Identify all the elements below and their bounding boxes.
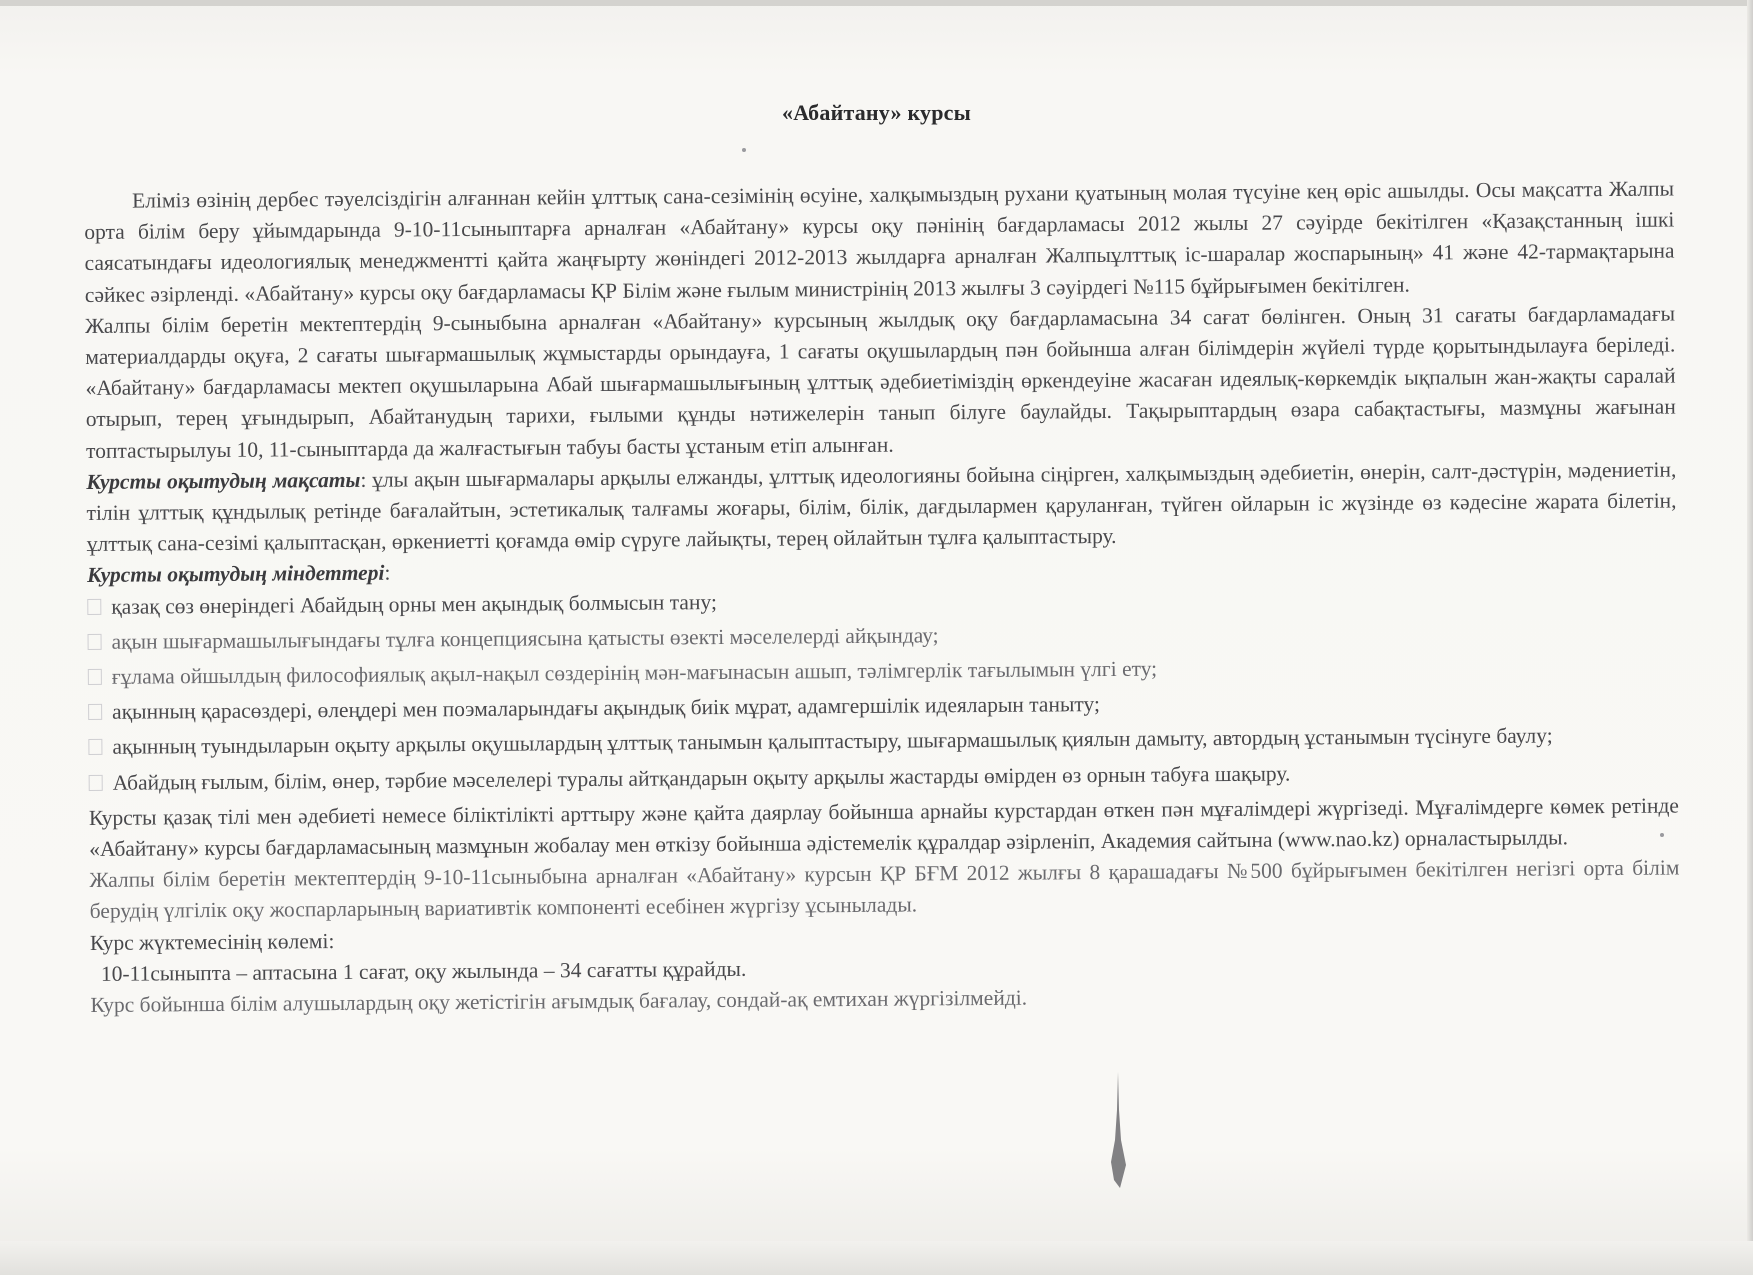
task-text: ақын шығармашылығындағы тұлға концепциясына қатысты өзекті мәселелерді айқындау; — [111, 623, 939, 654]
closing-teachers: Курсты қазақ тілі мен әдебиеті немесе біліктілікті арттыру және қайта даярлау бойынша арнайы курстардан өткен пән мұғалімдері жүргізеді. Мұғалімдерге көмек ретінде «Абайтану» курсы бағдарламасының мазмұнын жобалау мен өткізу бойынша әдістемелік құралдар әзірленіп, Академия сайтына (www.nao.kz) орналастырылды. — [88, 793, 1680, 862]
bullet-box-icon — [88, 739, 102, 755]
bullet-box-icon — [89, 775, 103, 791]
closing-assessment: Курс бойынша білім алушылардың оқу жетістігін ағымдық бағалау, сондай-ақ емтихан жүргізілмейді. — [90, 985, 1028, 1018]
scan-edge-bottom — [0, 1241, 1753, 1275]
scan-speck — [742, 148, 746, 152]
intro-paragraph: Еліміз өзінің дербес тәуелсіздігін алғаннан кейін ұлттық сана-сезімінің өсуіне, халқымыздың рухани қуатының молая түсуіне кең өріс ашылды. Осы мақсатта Жалпы орта білім беру ұйымдарында 9-10-11сыныптарға арналған «Абайтану» курсы оқу пәнінің бағдарламасы 2012 жылы 27 сәуірде бекітілген «Қазақстанның ішкі саясатындағы идеологиялық менеджментті қайта жаңғырту жөніндегі 2012-2013 жылдарға арналған Жалпыұлттық іс-шаралар жоспарының» 41 және 42-тармақтарына сәйкес әзірленді. «Абайтану» курсы оқу бағдарламасы ҚР Білім және ғылым министрінің 2013 жылғы 3 сәуірдегі №115 бұйрығымен бекітілген. — [84, 176, 1675, 307]
bullet-box-icon — [87, 599, 101, 615]
document-body — [84, 174, 1681, 1022]
closing-load-heading: Курс жүктемесінің көлемі: — [89, 928, 335, 955]
task-text: ақынның туындыларын оқыту арқылы оқушылардың ұлттық танымын қалыптастыру, шығармашылық қиялын дамыту, автордың ұстанымын түсінуге баулу; — [112, 723, 1553, 760]
aim-heading: Курсты оқытудың мақсаты — [86, 467, 361, 494]
scan-edge-top — [0, 0, 1753, 6]
document-title: «Абайтану» курсы — [782, 100, 971, 125]
ink-smudge-icon — [1106, 1070, 1130, 1190]
program-paragraph: Жалпы білім беретін мектептердің 9-сыныбына арналған «Абайтану» курсының жылдық оқу бағдарламасына 34 сағат бөлінген. Оның 31 сағаты бағдарламадағы материалдарды оқуға, 2 сағаты шығармашылық жұмыстарды орындауға, 1 сағаты оқушылардың пән бойынша алған білімдерін жүйелі түрде қорытындылауға беріледі. «Абайтану» бағдарламасы мектеп оқушыларына Абай шығармашылығының ұлттық әдебиетіміздің өркендеуіне жасаған идеялық-көркемдік ықпалын жан-жақты саралай отырып, терең ұғындырып, Абайтанудың тарихи, ғылыми құнды нәтижелерін танып білуге баулайды. Тақырыптардың өзара сабақтастығы, мазмұны жағынан топтастырылуы 10, 11-сыныптарда да жалғастығын табуы басты ұстаным етіп алынған. — [85, 301, 1676, 463]
bullet-box-icon — [88, 669, 102, 685]
scan-speck — [1660, 833, 1664, 837]
scan-edge-right — [1747, 0, 1753, 1275]
tasks-heading: Курсты оқытудың міндеттері — [86, 561, 385, 588]
task-text: Абайдың ғылым, білім, өнер, тәрбие мәселелері туралы айтқандарын оқыту арқылы жастарды өмірден өз орнын табуға шақыру. — [112, 761, 1291, 795]
bullet-box-icon — [88, 704, 102, 720]
tasks-colon: : — [384, 561, 391, 586]
closing-load-hours: 10-11сыныпта – аптасына 1 сағат, оқу жылында – 34 сағатты құрайды. — [90, 956, 747, 986]
closing-order: Жалпы білім беретін мектептердің 9-10-11сыныбына арналған «Абайтану» курсын ҚР БҒМ 2012 жылғы 8 қарашадағы №500 бұйрығымен бекітілген негізгі орта білім берудің үлгілік оқу жоспарларының вариативтік компоненті есебінен жүргізу ұсынылады. — [89, 855, 1680, 924]
aim-paragraph — [86, 454, 1677, 560]
tasks-list — [87, 579, 1679, 799]
bullet-box-icon — [88, 634, 102, 650]
aim-text: : ұлы ақын шығармалары арқылы елжанды, ұлттық идеологияны бойына сіңірген, халқымыздың әдебиетін, өнерін, салт-дәстүрін, мәдениетін, тілін ұлттық құндылық ретінде бағалайтын, эстетикалық талғамы жоғары, білім, білік, дағдылармен қаруланған, түйген ойларын іс жүзінде өз кәдесіне жарата білетін, ұлттық сана-сезімі қалыптасқан, өркениетті қоғамда өмір сүруге лайықты, терең ойлайтын тұлға қалыптастыру. — [86, 457, 1677, 557]
task-text: ақынның қарасөздері, өлеңдері мен поэмаларындағы ақындық биік мұрат, адамгершілік идеяларын таныту; — [112, 692, 1101, 725]
task-text: ғұлама ойшылдың философиялық ақыл-нақыл сөздерінің мән-мағынасын ашып, тәлімгерлік тағылымын үлгі ету; — [111, 656, 1158, 689]
task-text: қазақ сөз өнеріндегі Абайдың орны мен ақындық болмысын тану; — [111, 589, 717, 619]
